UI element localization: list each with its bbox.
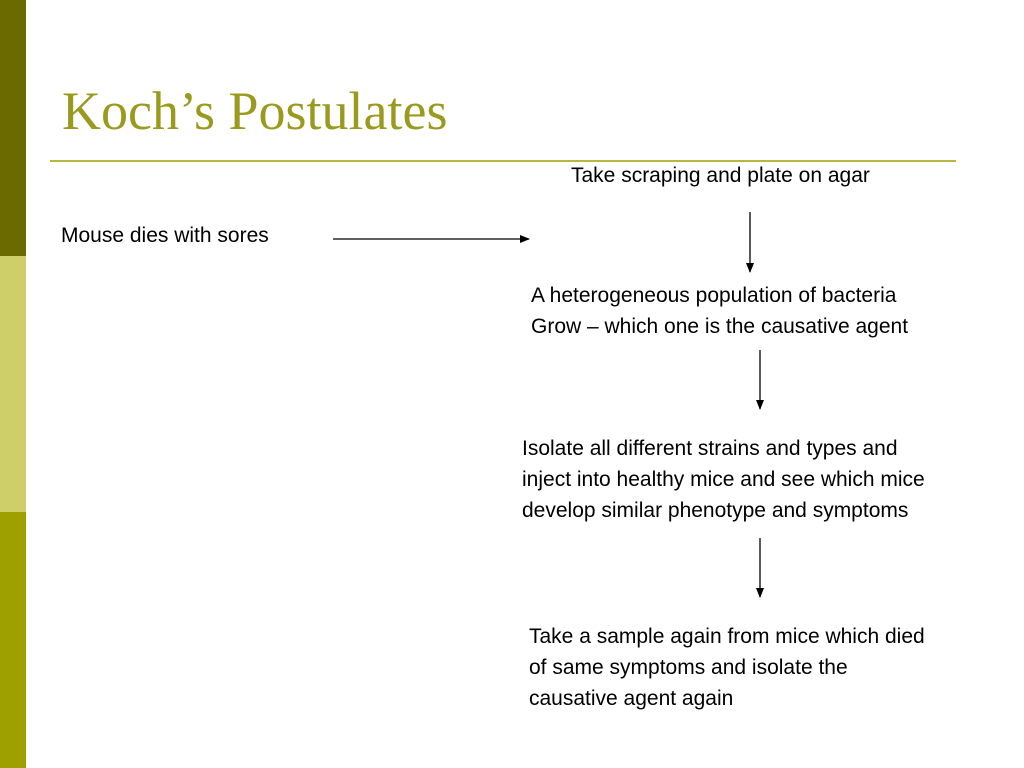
step-text-line: Isolate all different strains and types and [522, 437, 898, 460]
step-text-line: develop similar phenotype and symptoms [522, 499, 909, 522]
step-text-line: of same symptoms and isolate the [529, 656, 848, 679]
step-text-line: Grow – which one is the causative agent [531, 315, 909, 338]
step-text-line: Mouse dies with sores [61, 224, 269, 247]
slide-title: Koch’s Postulates [62, 81, 448, 141]
step-text-line: causative agent again [529, 687, 734, 710]
step-text-line: inject into healthy mice and see which mice [522, 468, 925, 491]
step-text-line: Take scraping and plate on agar [571, 164, 870, 187]
step-text-line: Take a sample again from mice which died [529, 625, 925, 648]
step-text-line: A heterogeneous population of bacteria [531, 284, 897, 307]
